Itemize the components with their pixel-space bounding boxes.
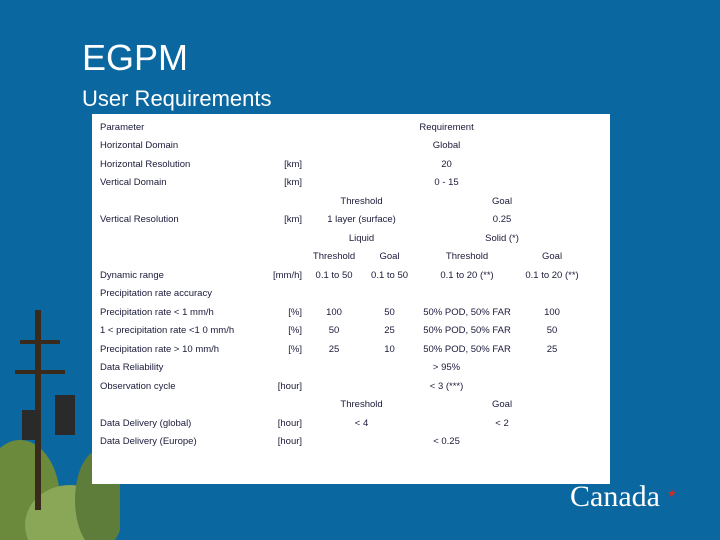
table-row — [97, 230, 586, 247]
table-row — [97, 304, 586, 321]
table-cell: 25 — [518, 341, 586, 358]
table-cell: 0.25 — [418, 212, 586, 229]
requirements-table — [95, 117, 588, 452]
table-cell: Data Delivery (Europe) — [97, 434, 268, 451]
table-cell: 1 < precipitation rate <1 0 mm/h — [97, 323, 268, 340]
table-cell: 25 — [363, 323, 416, 340]
table-cell: [%] — [270, 304, 305, 321]
table-cell: Threshold — [418, 249, 516, 266]
table-cell — [97, 230, 305, 265]
table-cell: Goal — [418, 193, 586, 210]
table-cell: > 95% — [307, 360, 586, 377]
table-row — [97, 360, 586, 377]
table-cell: Data Reliability — [97, 360, 305, 377]
table-cell: [mm/h] — [270, 267, 305, 284]
table-cell: 0 - 15 — [307, 175, 586, 192]
table-cell: 100 — [518, 304, 586, 321]
table-cell: Precipitation rate < 1 mm/h — [97, 304, 268, 321]
table-cell: Goal — [518, 249, 586, 266]
table-cell: [km] — [270, 212, 305, 229]
table-cell: Threshold — [307, 249, 361, 266]
table-row — [97, 286, 586, 303]
table-row — [97, 378, 586, 395]
table-cell: Requirement — [307, 119, 586, 136]
table-row — [97, 119, 586, 136]
table-cell: Liquid — [307, 230, 416, 247]
table-cell: Observation cycle — [97, 378, 268, 395]
table-cell: Vertical Domain — [97, 175, 268, 192]
table-cell: 0.1 to 20 (**) — [418, 267, 516, 284]
table-row — [97, 323, 586, 340]
table-cell: Dynamic range — [97, 267, 268, 284]
table-cell: Horizontal Resolution — [97, 156, 268, 173]
table-cell: < 0.25 — [307, 434, 586, 451]
slide-subtitle: User Requirements — [82, 86, 272, 111]
table-cell: [hour] — [270, 415, 305, 432]
table-cell — [418, 286, 516, 303]
table-cell — [363, 286, 416, 303]
table-cell: 10 — [363, 341, 416, 358]
requirements-table-frame — [92, 114, 610, 484]
maple-leaf-flag-icon — [668, 489, 676, 497]
table-cell: 0.1 to 50 — [363, 267, 416, 284]
table-cell: [km] — [270, 175, 305, 192]
table-cell: < 2 — [418, 415, 586, 432]
table-cell: 50% POD, 50% FAR — [418, 341, 516, 358]
table-cell: [km] — [270, 156, 305, 173]
table-cell: [hour] — [270, 378, 305, 395]
table-row — [97, 434, 586, 451]
table-cell: 0.1 to 50 — [307, 267, 361, 284]
table-cell: Global — [307, 138, 586, 155]
table-cell: Vertical Resolution — [97, 212, 268, 229]
table-cell: 50% POD, 50% FAR — [418, 323, 516, 340]
table-row — [97, 212, 586, 229]
table-cell: Horizontal Domain — [97, 138, 305, 155]
canada-wordmark: Canada — [570, 480, 660, 513]
table-cell: 1 layer (surface) — [307, 212, 416, 229]
table-cell: [%] — [270, 341, 305, 358]
table-row — [97, 156, 586, 173]
table-cell: 20 — [307, 156, 586, 173]
table-cell: Goal — [418, 397, 586, 414]
table-row — [97, 415, 586, 432]
table-cell: Threshold — [307, 397, 416, 414]
table-cell — [97, 193, 305, 210]
table-row — [97, 267, 586, 284]
table-cell: Goal — [363, 249, 416, 266]
table-cell: Precipitation rate accuracy — [97, 286, 305, 303]
table-cell: Solid (*) — [418, 230, 586, 247]
table-cell: 25 — [307, 341, 361, 358]
table-row — [97, 397, 586, 414]
table-cell: [%] — [270, 323, 305, 340]
table-cell: 50 — [307, 323, 361, 340]
table-cell: Parameter — [97, 119, 305, 136]
table-cell: Data Delivery (global) — [97, 415, 268, 432]
table-cell: [hour] — [270, 434, 305, 451]
table-cell: 50 — [363, 304, 416, 321]
table-cell — [518, 286, 586, 303]
table-row — [97, 138, 586, 155]
table-cell: Threshold — [307, 193, 416, 210]
table-cell: Precipitation rate > 10 mm/h — [97, 341, 268, 358]
table-cell: 100 — [307, 304, 361, 321]
table-cell: < 3 (***) — [307, 378, 586, 395]
table-row — [97, 193, 586, 210]
table-cell: 50 — [518, 323, 586, 340]
table-cell: 50% POD, 50% FAR — [418, 304, 516, 321]
table-row — [97, 175, 586, 192]
slide-title: EGPM — [82, 37, 189, 78]
table-row — [97, 341, 586, 358]
table-cell: < 4 — [307, 415, 416, 432]
table-cell — [307, 286, 361, 303]
table-cell — [97, 397, 305, 414]
table-cell: 0.1 to 20 (**) — [518, 267, 586, 284]
